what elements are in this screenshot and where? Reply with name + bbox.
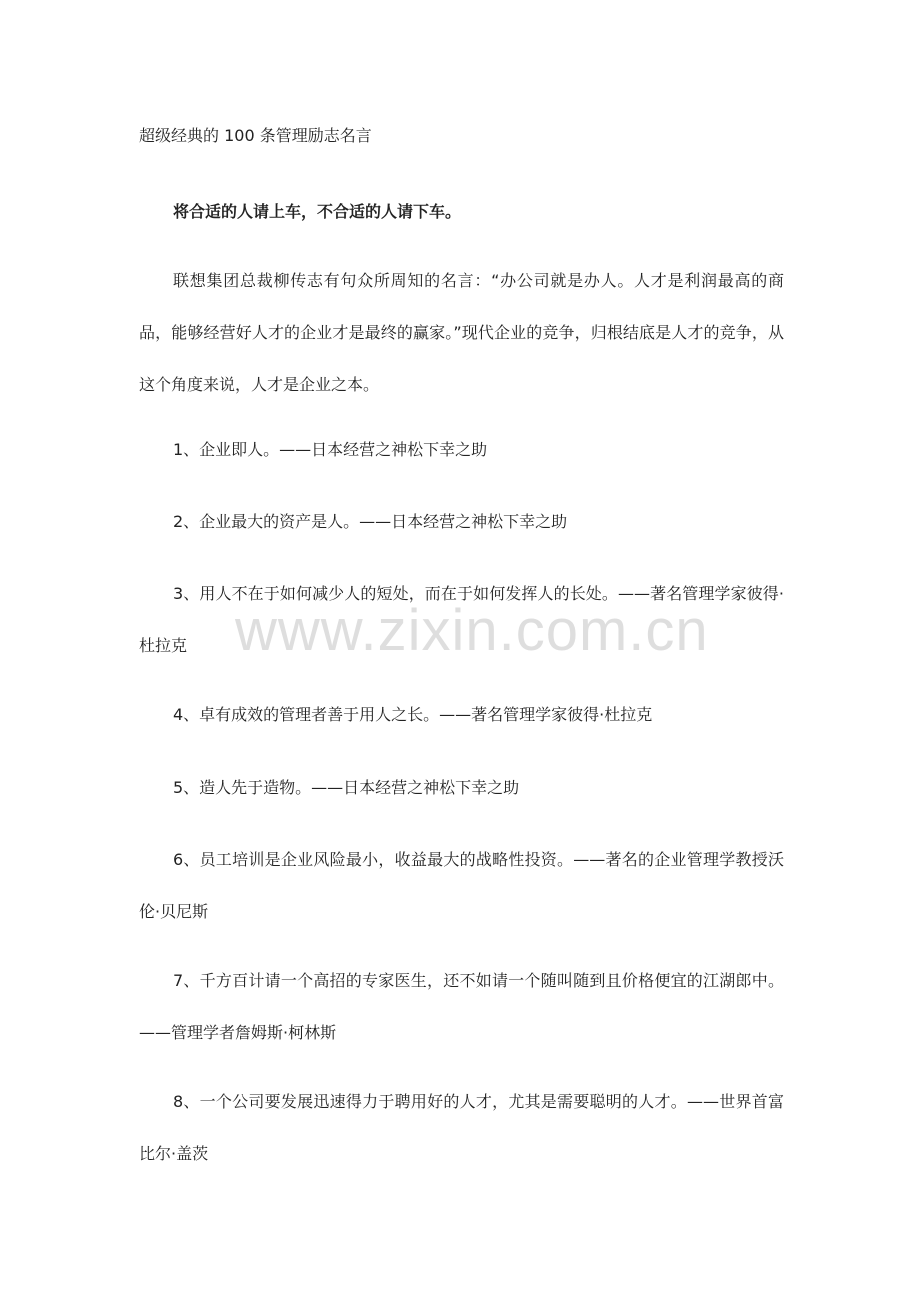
lead-sentence: 将合适的人请上车，不合适的人请下车。 (173, 202, 462, 221)
quote-item-7: 7、千方百计请一个高招的专家医生，还不如请一个随叫随到且价格便宜的江湖郎中。——管理学者詹姆斯·柯林斯 (139, 971, 784, 1042)
watermark: www.zixin.com.cn (235, 598, 709, 663)
quote-item-1: 1、企业即人。——日本经营之神松下幸之助 (173, 440, 488, 459)
quote-item-8: 8、一个公司要发展迅速得力于聘用好的人才，尤其是需要聪明的人才。——世界首富比尔·盖茨 (139, 1092, 784, 1163)
intro-paragraph: 联想集团总裁柳传志有句众所周知的名言：“办公司就是办人。人才是利润最高的商品，能够经营好人才的企业才是最终的赢家。”现代企业的竞争，归根结底是人才的竞争，从这个角度来说，人才是企业之本。 (139, 271, 784, 394)
quote-item-2: 2、企业最大的资产是人。——日本经营之神松下幸之助 (173, 512, 568, 531)
quote-item-4: 4、卓有成效的管理者善于用人之长。——著名管理学家彼得·杜拉克 (173, 705, 653, 724)
quote-item-6: 6、员工培训是企业风险最小，收益最大的战略性投资。——著名的企业管理学教授沃伦·贝尼斯 (139, 850, 784, 921)
quote-item-5: 5、造人先于造物。——日本经营之神松下幸之助 (173, 778, 520, 797)
quote-item-3: 3、用人不在于如何减少人的短处，而在于如何发挥人的长处。——著名管理学家彼得·杜拉克 (139, 584, 784, 655)
document-title: 超级经典的 100 条管理励志名言 (139, 126, 372, 145)
